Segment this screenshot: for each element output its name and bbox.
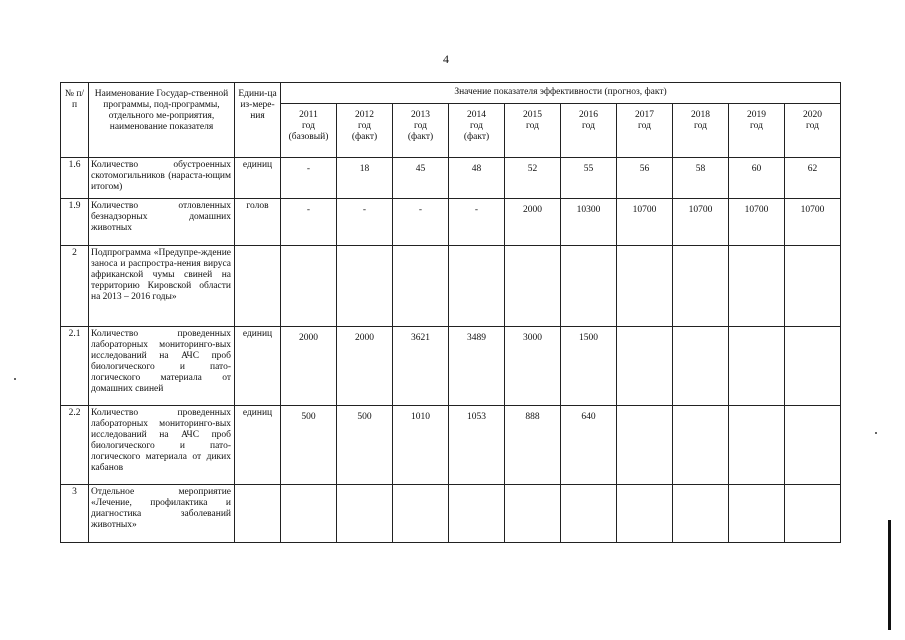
table-row (61, 406, 841, 485)
value-cell: 18 (337, 158, 393, 199)
indicator-table-container (60, 82, 841, 543)
header-unit: Едини-ца из-мере-ния (235, 83, 281, 158)
value-cell (785, 246, 841, 327)
value-cell: 2000 (281, 327, 337, 406)
value-cell (729, 485, 785, 543)
value-cell: - (281, 158, 337, 199)
value-cell (393, 246, 449, 327)
value-cell (617, 246, 673, 327)
indicator-name: Подпрограмма «Предупре-ждение заноса и распростра-нения вируса африканской чумы свиней на территорию Кировской области на 2013 – 2016 годы» (89, 246, 235, 327)
value-cell: 3621 (393, 327, 449, 406)
value-cell (393, 485, 449, 543)
header-year-9 (785, 104, 841, 158)
indicator-name: Количество обустроенных скотомогильников (нараста-ющим итогом) (89, 158, 235, 199)
value-cell: 62 (785, 158, 841, 199)
header-year-1 (337, 104, 393, 158)
header-year-5 (561, 104, 617, 158)
row-number: 2.2 (61, 406, 89, 485)
value-cell (449, 246, 505, 327)
scan-speck (875, 432, 877, 434)
header-year-line: (базовый) (288, 131, 329, 142)
value-cell (617, 327, 673, 406)
header-year-line: 2018 (691, 110, 710, 120)
value-cell: 45 (393, 158, 449, 199)
value-cell (449, 485, 505, 543)
header-num: № п/п (61, 83, 89, 158)
value-cell (673, 246, 729, 327)
unit-of-measure (235, 485, 281, 543)
value-cell (561, 246, 617, 327)
header-year-line: 2015 (523, 110, 542, 120)
unit-of-measure: единиц (235, 406, 281, 485)
value-cell: 48 (449, 158, 505, 199)
row-number: 2.1 (61, 327, 89, 406)
row-number: 2 (61, 246, 89, 327)
header-year-4 (505, 104, 561, 158)
header-year-line: год (750, 120, 763, 131)
value-cell: 500 (337, 406, 393, 485)
table-row (61, 199, 841, 246)
value-cell: 10700 (729, 199, 785, 246)
header-year-line: 2012 (355, 110, 374, 120)
value-cell (729, 246, 785, 327)
header-row-group (61, 83, 841, 104)
table-row (61, 327, 841, 406)
value-cell: - (337, 199, 393, 246)
header-year-8 (729, 104, 785, 158)
header-year-line: год (358, 120, 371, 131)
header-year-line: год (526, 120, 539, 131)
row-number: 3 (61, 485, 89, 543)
value-cell: - (281, 199, 337, 246)
header-year-line: 2016 (579, 110, 598, 120)
value-cell: 1500 (561, 327, 617, 406)
value-cell: 10300 (561, 199, 617, 246)
value-cell (505, 485, 561, 543)
value-cell: 3489 (449, 327, 505, 406)
header-year-line: 2013 (411, 110, 430, 120)
header-year-line: (факт) (351, 131, 378, 142)
value-cell: 10700 (785, 199, 841, 246)
table-row (61, 246, 841, 327)
value-cell (281, 246, 337, 327)
value-cell: 56 (617, 158, 673, 199)
indicator-table (60, 82, 841, 543)
value-cell: 3000 (505, 327, 561, 406)
table-body (61, 158, 841, 543)
value-cell (673, 485, 729, 543)
value-cell (617, 406, 673, 485)
indicator-name: Отдельное мероприятие «Лечение, профилактика и диагностика заболеваний животных» (89, 485, 235, 543)
scan-speck (14, 378, 16, 380)
header-year-6 (617, 104, 673, 158)
header-year-line: 2011 (299, 110, 318, 120)
value-cell: - (393, 199, 449, 246)
value-cell (281, 485, 337, 543)
value-cell (617, 485, 673, 543)
header-year-line: год (638, 120, 651, 131)
unit-of-measure: единиц (235, 327, 281, 406)
header-year-line: год (582, 120, 595, 131)
header-year-7 (673, 104, 729, 158)
header-year-line: (факт) (407, 131, 434, 142)
header-year-line: год (414, 120, 427, 131)
value-cell: 60 (729, 158, 785, 199)
value-cell: 52 (505, 158, 561, 199)
header-year-0 (281, 104, 337, 158)
indicator-name: Количество проведенных лабораторных мониторинго-вых исследований на АЧС проб биологического и пато-логического материала от домашних свиней (89, 327, 235, 406)
value-cell (337, 246, 393, 327)
value-cell: 640 (561, 406, 617, 485)
unit-of-measure: голов (235, 199, 281, 246)
value-cell (785, 406, 841, 485)
unit-of-measure (235, 246, 281, 327)
value-cell: 2000 (505, 199, 561, 246)
value-cell: 2000 (337, 327, 393, 406)
value-cell: 10700 (673, 199, 729, 246)
scan-edge-mark (888, 520, 891, 630)
header-year-line: (факт) (463, 131, 490, 142)
header-year-line: год (470, 120, 483, 131)
value-cell: 10700 (617, 199, 673, 246)
value-cell: 1053 (449, 406, 505, 485)
table-row (61, 158, 841, 199)
header-year-line: 2019 (747, 110, 766, 120)
value-cell: 1010 (393, 406, 449, 485)
header-year-line: год (694, 120, 707, 131)
page-number: 4 (443, 52, 449, 66)
header-year-2 (393, 104, 449, 158)
header-year-line: 2014 (467, 110, 486, 120)
header-year-line: год (302, 120, 315, 131)
value-cell: - (449, 199, 505, 246)
value-cell (729, 406, 785, 485)
indicator-name: Количество отловленных безнадзорных домашних животных (89, 199, 235, 246)
value-cell: 55 (561, 158, 617, 199)
value-cell (729, 327, 785, 406)
value-cell: 58 (673, 158, 729, 199)
value-cell: 888 (505, 406, 561, 485)
header-name: Наименование Государ-ственной программы, под-программы, отдельного ме-роприятия, наименование показателя (89, 83, 235, 158)
header-values-group: Значение показателя эффективности (прогноз, факт) (281, 83, 841, 104)
value-cell (561, 485, 617, 543)
value-cell (673, 406, 729, 485)
unit-of-measure: единиц (235, 158, 281, 199)
header-year-line: 2017 (635, 110, 654, 120)
header-year-line: год (806, 120, 819, 131)
value-cell (337, 485, 393, 543)
value-cell (785, 485, 841, 543)
indicator-name: Количество проведенных лабораторных мониторинго-вых исследований на АЧС проб биологического и пато-логического материала от диких кабанов (89, 406, 235, 485)
value-cell: 500 (281, 406, 337, 485)
header-year-line: 2020 (803, 110, 822, 120)
row-number: 1.9 (61, 199, 89, 246)
value-cell (673, 327, 729, 406)
header-year-3 (449, 104, 505, 158)
value-cell (785, 327, 841, 406)
value-cell (505, 246, 561, 327)
row-number: 1.6 (61, 158, 89, 199)
table-row (61, 485, 841, 543)
